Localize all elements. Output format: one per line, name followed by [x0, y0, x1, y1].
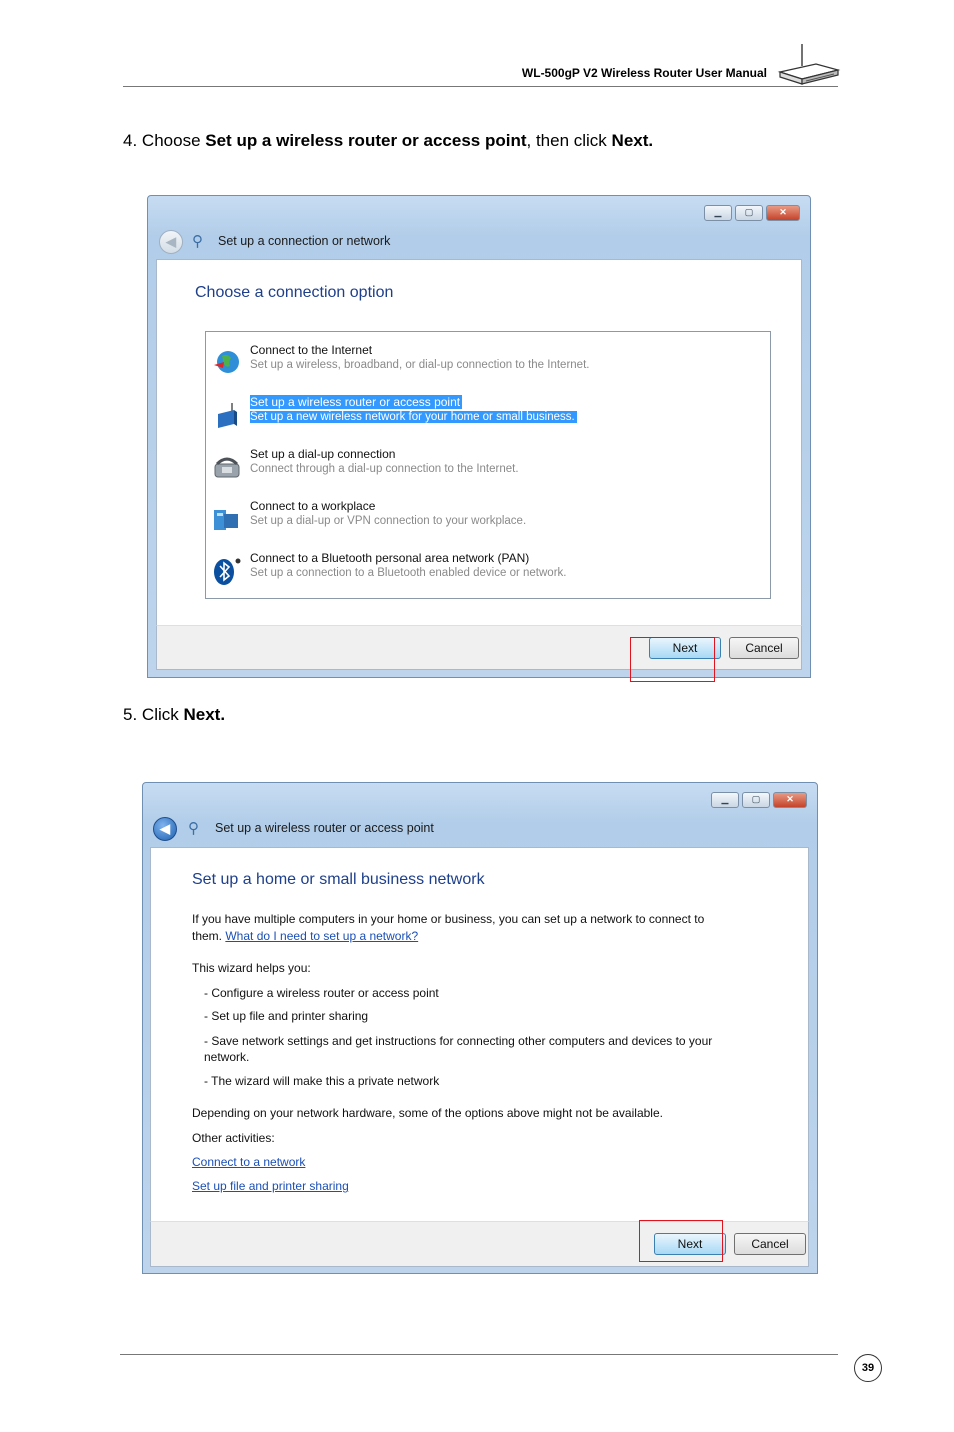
option-description: Set up a connection to a Bluetooth enabled device or network.	[250, 567, 567, 579]
step-5-next: Next.	[183, 705, 226, 724]
step-5-instruction	[123, 705, 225, 725]
next-highlight-box	[639, 1220, 723, 1262]
window-title: Set up a wireless router or access point	[215, 821, 434, 835]
cancel-button[interactable]: Cancel	[729, 637, 799, 659]
router-icon	[776, 42, 842, 88]
availability-note: Depending on your network hardware, some of the options above might not be available.	[192, 1106, 663, 1120]
window-controls	[704, 205, 800, 221]
maximize-icon[interactable]: ▢	[735, 205, 763, 221]
wizard-helps-label: This wizard helps you:	[192, 961, 311, 975]
content-pane	[156, 259, 802, 626]
page-heading: Set up a home or small business network	[192, 871, 485, 888]
intro-line-2	[192, 929, 418, 943]
close-icon[interactable]: ✕	[773, 792, 807, 808]
option-title: Set up a wireless router or access point	[250, 395, 461, 409]
phone-icon	[212, 452, 242, 482]
connect-network-link[interactable]: Connect to a network	[192, 1155, 306, 1169]
bullet-item: - Save network settings and get instructions for connecting other computers and devices to your	[204, 1034, 713, 1048]
option-title: Connect to the Internet	[250, 343, 373, 357]
step-4-instruction	[123, 131, 653, 151]
globe-icon	[212, 348, 242, 378]
minimize-icon[interactable]: ▁	[711, 792, 739, 808]
option-bluetooth[interactable]	[210, 550, 766, 590]
option-connect-internet[interactable]	[210, 342, 766, 382]
step-4-number: 4.	[123, 131, 138, 150]
bullet-item: - Set up file and printer sharing	[204, 1009, 369, 1023]
option-description: Set up a dial-up or VPN connection to your workplace.	[250, 515, 527, 527]
network-icon: ⚲	[192, 233, 203, 250]
next-button[interactable]: Next	[649, 637, 721, 659]
bullet-item: - Configure a wireless router or access point	[204, 986, 439, 1000]
option-description: Set up a new wireless network for your home or small business.	[250, 411, 575, 423]
bullet-item: network.	[204, 1050, 250, 1064]
network-icon: ⚲	[188, 820, 199, 837]
back-arrow-icon[interactable]: ◀	[153, 817, 177, 841]
content-pane	[150, 847, 809, 1223]
step-5-prefix: Click	[141, 705, 179, 724]
step-4-next: Next.	[611, 131, 654, 150]
maximize-icon[interactable]: ▢	[742, 792, 770, 808]
step-4-option: Set up a wireless router or access point	[205, 131, 527, 150]
minimize-icon[interactable]: ▁	[704, 205, 732, 221]
workplace-icon	[212, 504, 242, 534]
window-title: Set up a connection or network	[218, 234, 391, 248]
option-title: Set up a dial-up connection	[250, 447, 396, 461]
wireless-router-icon	[212, 400, 242, 430]
step-4-middle: , then click	[526, 131, 607, 150]
close-icon[interactable]: ✕	[766, 205, 800, 221]
bullet-item: - The wizard will make this a private network	[204, 1074, 440, 1088]
manual-title: WL-500gP V2 Wireless Router User Manual	[521, 66, 767, 80]
footer-rule	[120, 1354, 838, 1355]
step-4-prefix: Choose	[141, 131, 201, 150]
page-heading: Choose a connection option	[195, 284, 394, 301]
other-activities-label: Other activities:	[192, 1131, 275, 1145]
page-number: 39	[854, 1354, 882, 1382]
next-button[interactable]: Next	[654, 1233, 726, 1255]
option-description: Set up a wireless, broadband, or dial-up connection to the Internet.	[250, 359, 590, 371]
option-description: Connect through a dial-up connection to the Internet.	[250, 463, 519, 475]
help-link[interactable]: What do I need to set up a network?	[225, 929, 419, 943]
back-arrow-icon[interactable]: ◀	[159, 230, 183, 254]
window-controls	[711, 792, 807, 808]
connection-dialog	[147, 195, 811, 678]
wireless-router-dialog	[142, 782, 818, 1274]
option-title: Connect to a workplace	[250, 499, 376, 513]
cancel-button[interactable]: Cancel	[734, 1233, 806, 1255]
connection-option-list	[205, 331, 771, 599]
file-sharing-link[interactable]: Set up file and printer sharing	[192, 1179, 349, 1193]
step-5-number: 5.	[123, 705, 138, 724]
intro-text: If you have multiple computers in your home or business, you can set up a network to connect to	[192, 912, 705, 926]
option-title: Connect to a Bluetooth personal area network (PAN)	[250, 551, 530, 565]
option-dial-up[interactable]	[210, 446, 766, 486]
header-rule	[123, 86, 838, 87]
option-wireless-router[interactable]	[210, 394, 766, 434]
next-highlight-box	[630, 637, 715, 682]
intro-text-end: them.	[192, 929, 223, 943]
bluetooth-icon	[212, 556, 242, 586]
option-workplace[interactable]	[210, 498, 766, 538]
